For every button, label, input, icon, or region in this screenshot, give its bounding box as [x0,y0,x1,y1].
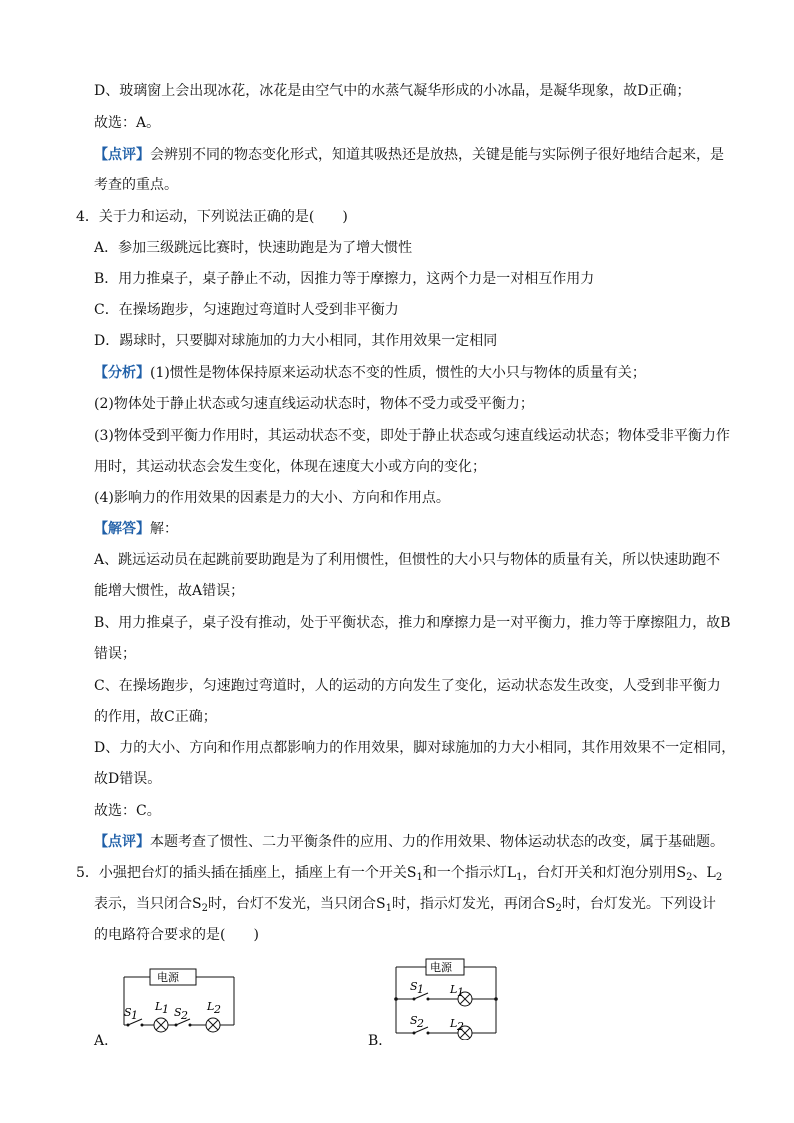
svg-text:2: 2 [214,1003,221,1016]
q4-analysis-3a: (3)物体受到平衡力作用时，其运动状态不变，即处于静止状态或匀速直线运动状态；物体受非平衡力作 [94,428,730,444]
q4-analysis-1 [94,364,646,382]
q4-option-c: C．在操场跑步，匀速跑过弯道时人受到非平衡力 [94,302,399,318]
svg-text:1: 1 [131,1009,138,1022]
svg-text:L: L [207,1000,215,1013]
circuit-b-power-label: 电源 [430,961,452,974]
analysis-text-1: (1)惯性是物体保持原来运动状态不变的性质，惯性的大小只与物体的质量有关； [150,365,646,381]
q4-stem: 4．关于力和运动，下列说法正确的是( ) [76,209,348,225]
q4-solution-a2: 能增大惯性，故A错误； [94,583,245,599]
comment-text: 会辨别不同的物态变化形式，知道其吸热还是放热，关键是能与实际例子很好地结合起来，是 [150,147,724,163]
q4-analysis-3b: 用时，其运动状态会发生变化，体现在速度大小或方向的变化； [94,459,486,475]
comment-tag: 【点评】 [94,147,150,163]
q5-stem-2: 表示，当只闭合$S_2$时，台灯不发光，当只闭合$S_1$时，指示灯发光，再闭合$S_2$时，台灯发光。下列设计 [94,896,716,914]
q5-stem-3: 的电路符合要求的是( ) [94,927,259,943]
svg-text:S: S [124,1006,132,1019]
q4-solution-d2: 故D错误。 [94,771,162,787]
q4-solution-b2: 错误； [94,646,136,662]
q4-option-a: A．参加三级跳远比赛时，快速助跑是为了增大惯性 [94,240,413,256]
solution-text: 解： [150,521,178,537]
q4-solution-a1: A、跳远运动员在起跳前要助跑是为了利用惯性，但惯性的大小只与物体的质量有关，所以快速助跑不 [94,552,721,568]
q4-analysis-4: (4)影响力的作用效果的因素是力的大小、方向和作用点。 [94,490,450,506]
q4-solution-c2: 的作用，故C正确； [94,709,217,725]
q5-stem-1: 5．小强把台灯的插头插在插座上，插座上有一个开关$S_1$和一个指示灯$L_1$，台灯开关和灯泡分别用$S_2$、$L_2$ [76,865,723,883]
svg-text:L: L [450,983,458,996]
q4-option-b: B．用力推桌子，桌子静止不动，因推力等于摩擦力，这两个力是一对相互作用力 [94,271,595,287]
q4-solution-head [94,520,178,538]
svg-text:1: 1 [457,986,464,999]
comment-tag: 【点评】 [94,834,150,850]
analysis-tag: 【分析】 [94,365,150,381]
prev-comment-cont: 考查的重点。 [94,177,178,193]
svg-text:L: L [450,1017,458,1030]
comment-text: 本题考查了惯性、二力平衡条件的应用、力的作用效果、物体运动状态的改变，属于基础题。 [150,834,724,850]
svg-text:1: 1 [417,983,424,996]
svg-text:S: S [174,1006,182,1019]
prev-option-d-solution: D、玻璃窗上会出现冰花，冰花是由空气中的水蒸气凝华形成的小冰晶，是凝华现象，故D正确； [94,83,691,99]
solution-tag: 【解答】 [94,521,150,537]
q4-analysis-2: (2)物体处于静止状态或匀速直线运动状态时，物体不受力或受平衡力； [94,396,534,412]
svg-text:2: 2 [417,1017,424,1030]
q4-solution-c1: C、在操场跑步，匀速跑过弯道时，人的运动的方向发生了变化，运动状态发生改变，人受到非平衡力 [94,678,721,694]
prev-answer: 故选：A。 [94,115,161,131]
q4-solution-b1: B、用力推桌子，桌子没有推动，处于平衡状态，推力和摩擦力是一对平衡力，推力等于摩擦阻力，故B [94,615,731,631]
svg-text:S: S [410,980,418,993]
svg-text:1: 1 [162,1003,169,1016]
circuit-a-power-label: 电源 [157,971,179,984]
q4-comment [94,833,724,851]
circuit-b-option-label: B． [368,1033,393,1049]
svg-text:2: 2 [457,1020,464,1033]
svg-text:L: L [155,1000,163,1013]
circuit-b-diagram [388,955,508,1040]
q4-solution-d1: D、力的大小、方向和作用点都影响力的作用效果，脚对球施加的力大小相同，其作用效果不一定相同， [94,740,736,756]
q4-option-d: D．踢球时，只要脚对球施加的力大小相同，其作用效果一定相同 [94,333,498,349]
q4-answer: 故选：C。 [94,803,161,819]
prev-comment [94,146,724,164]
svg-text:S: S [410,1014,418,1027]
circuit-a-option-label: A． [94,1033,119,1049]
circuit-a-diagram [110,965,240,1045]
svg-text:2: 2 [181,1009,188,1022]
